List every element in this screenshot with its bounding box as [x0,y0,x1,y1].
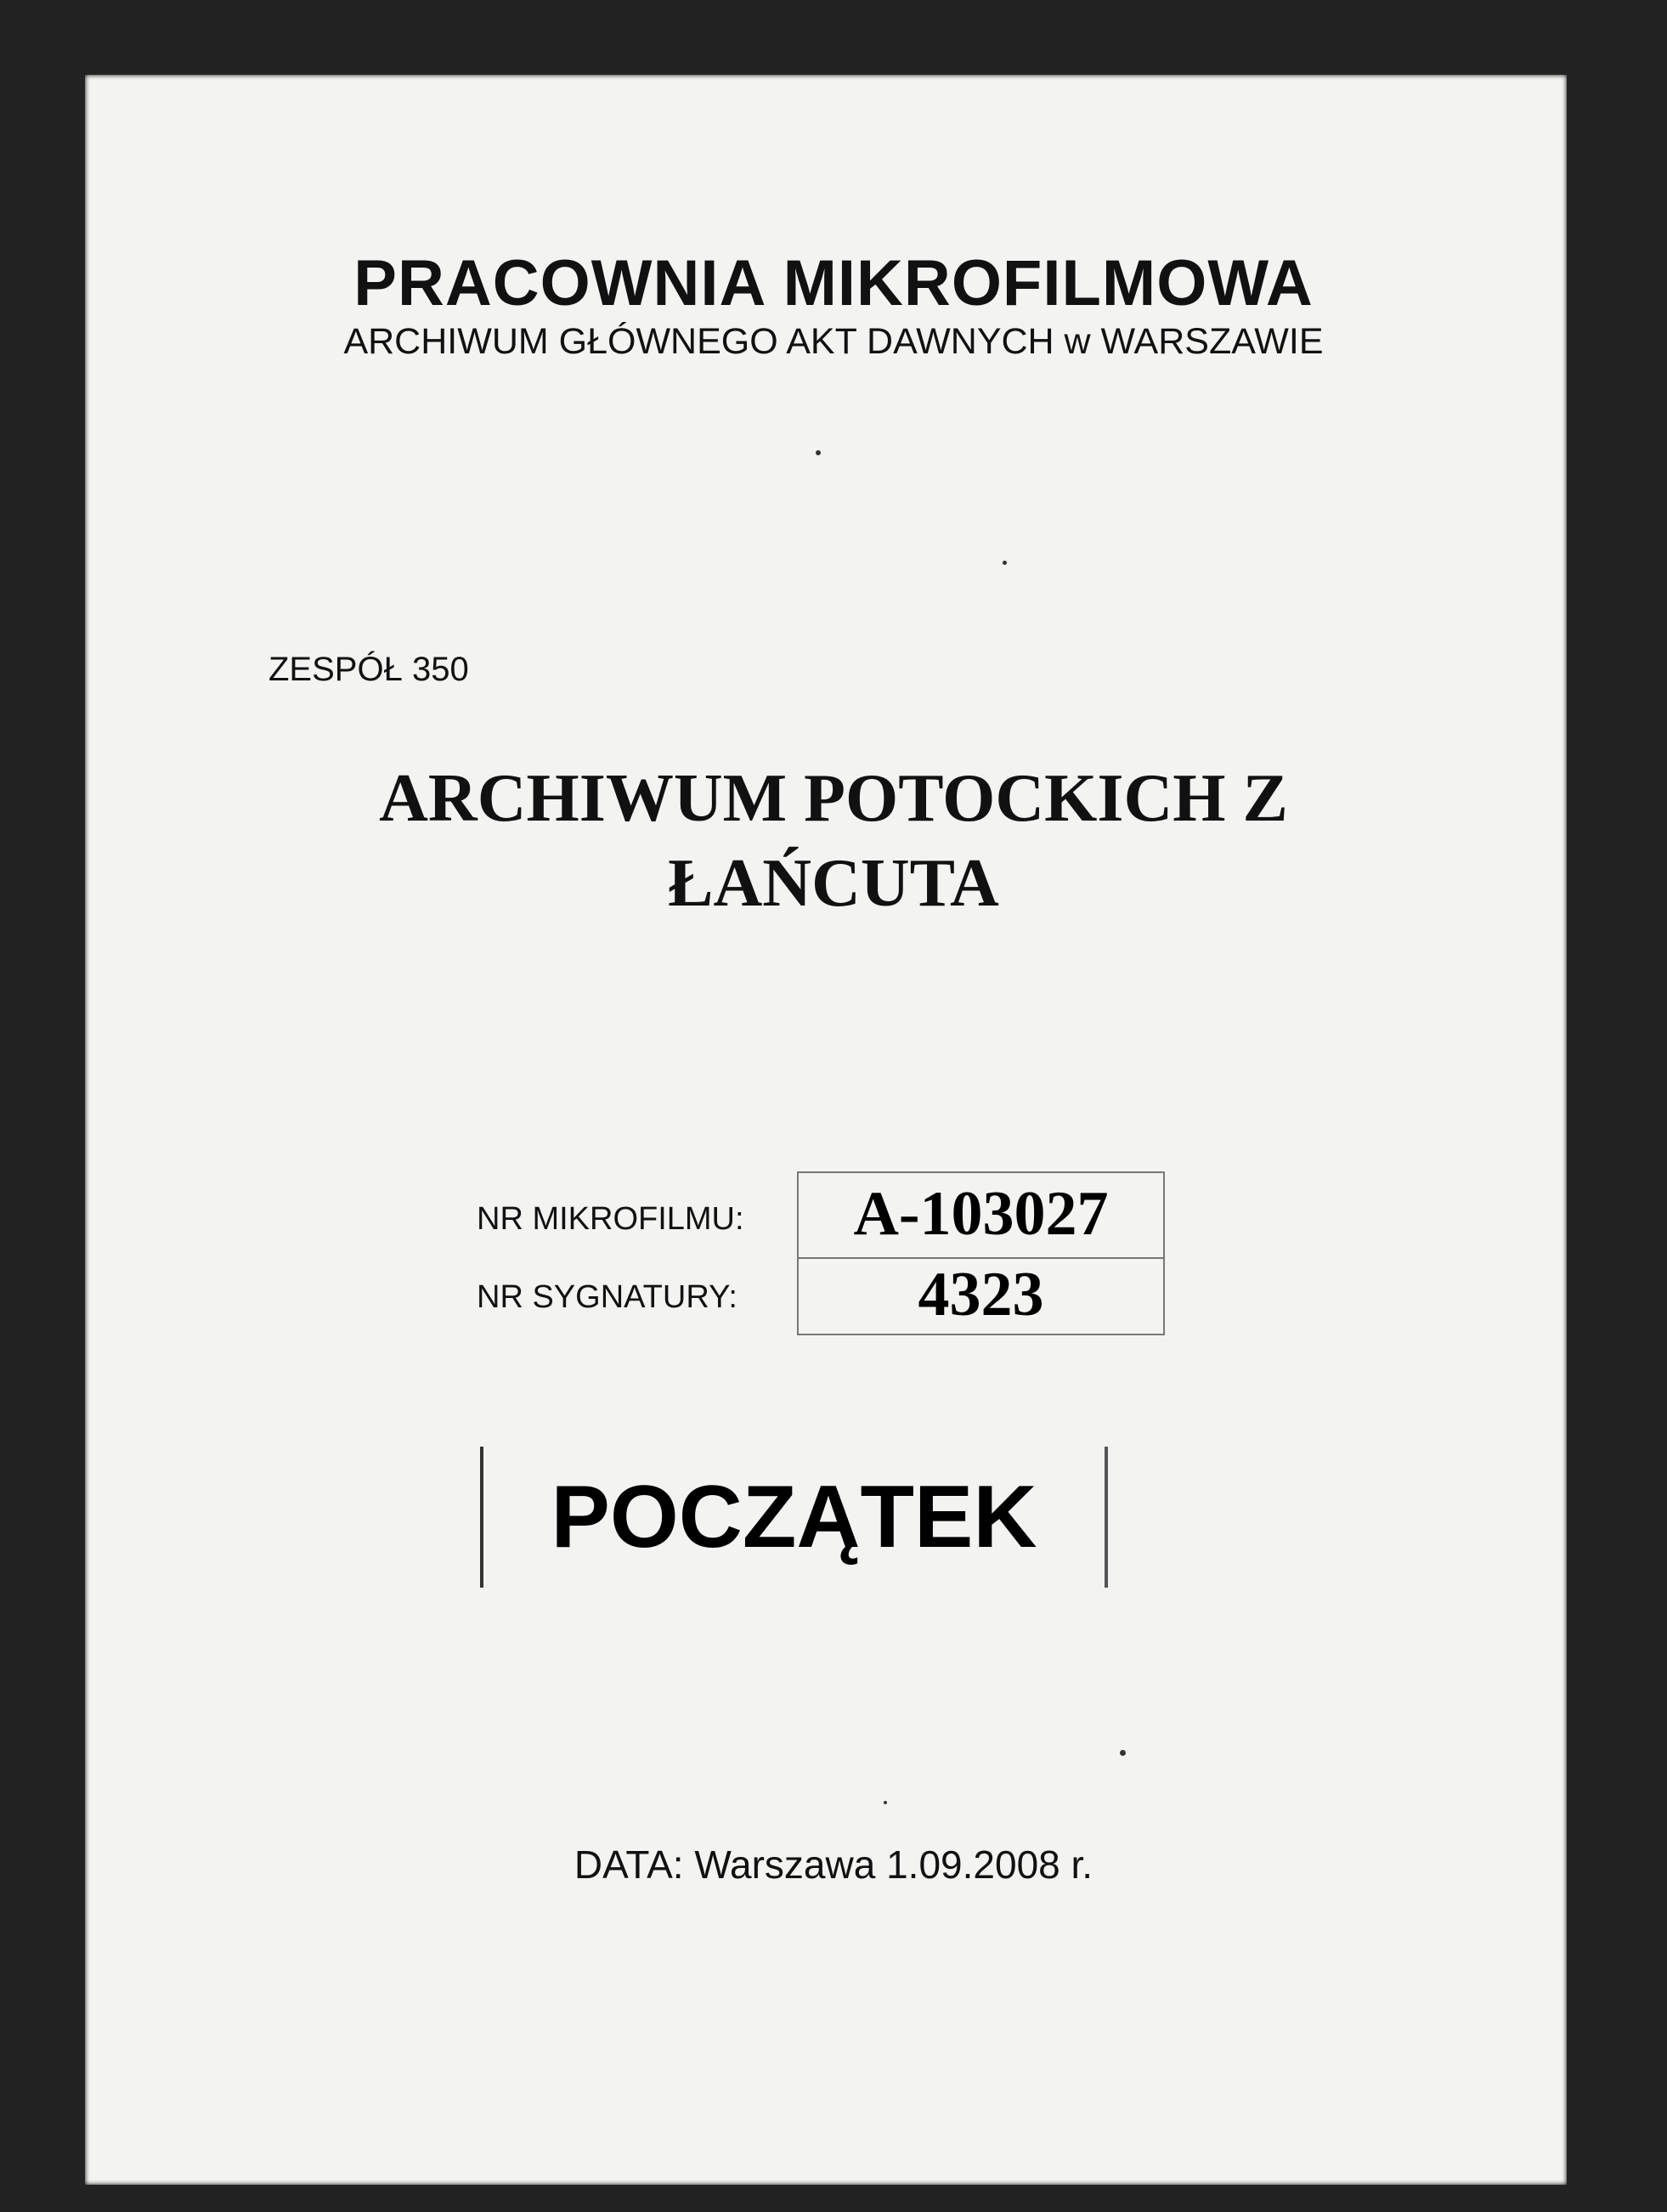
microfilm-number-label: NR MIKROFILMU: [477,1201,744,1237]
fond-number: ZESPÓŁ 350 [268,651,469,688]
dust-speck [1120,1750,1126,1756]
document-subtitle: ARCHIWUM GŁÓWNEGO AKT DAWNYCH w WARSZAWIE [343,321,1324,362]
signature-number-label: NR SYGNATURY: [477,1279,737,1315]
signature-number-value: 4323 [918,1260,1044,1329]
microfilm-number-box [797,1171,1165,1259]
collection-title-line1: ARCHIWUM POTOCKICH Z [379,761,1288,836]
start-marker: POCZĄTEK [480,1447,1108,1588]
collection-title-line2: ŁAŃCUTA [668,846,999,921]
microfilm-number-value: A-103027 [853,1179,1109,1249]
document-title: PRACOWNIA MIKROFILMOWA [353,247,1314,319]
signature-number-box [797,1257,1165,1335]
document-date: DATA: Warszawa 1.09.2008 r. [574,1842,1093,1887]
dust-speck [884,1801,887,1804]
dust-speck [816,450,821,455]
dust-speck [1003,561,1007,565]
